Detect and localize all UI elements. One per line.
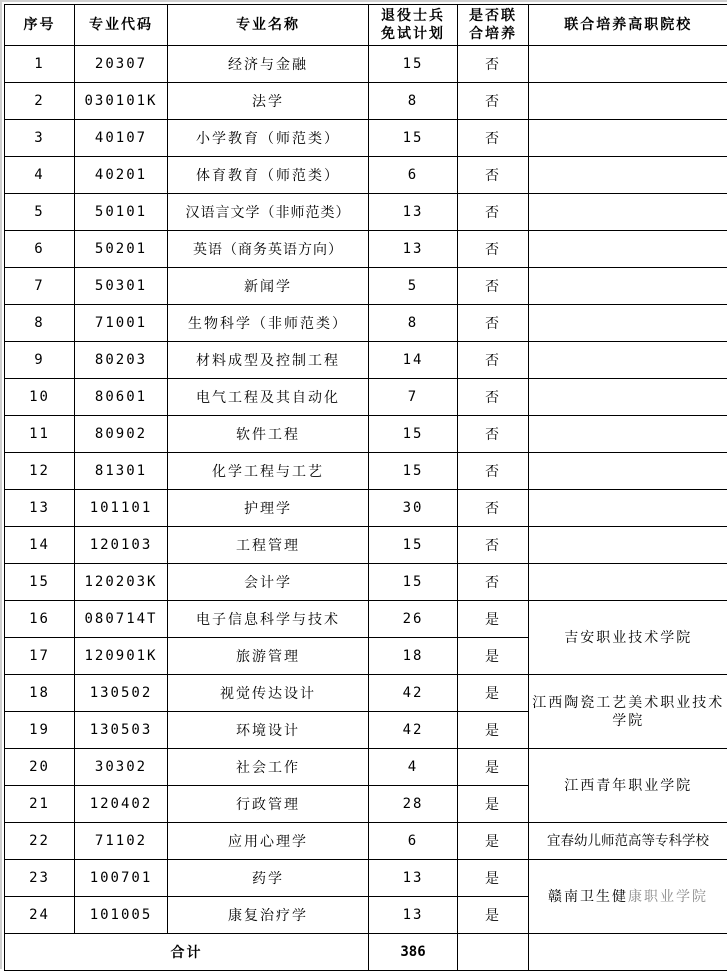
table-row (5, 46, 727, 83)
cell-joint: 是 (458, 712, 529, 749)
cell-joint: 否 (458, 46, 529, 83)
cell-plan: 13 (369, 231, 458, 268)
table-row (5, 342, 727, 379)
enrollment-plan-table (4, 4, 727, 971)
cell-plan: 8 (369, 305, 458, 342)
cell-college (529, 46, 727, 83)
cell-college (529, 527, 727, 564)
table-row (5, 675, 727, 712)
cell-name: 工程管理 (168, 527, 369, 564)
cell-index: 13 (5, 490, 75, 527)
cell-college (529, 416, 727, 453)
cell-plan: 5 (369, 268, 458, 305)
cell-index: 18 (5, 675, 75, 712)
cell-code: 120103 (75, 527, 168, 564)
table-row (5, 231, 727, 268)
cell-plan: 15 (369, 120, 458, 157)
cell-plan: 15 (369, 527, 458, 564)
table-row (5, 83, 727, 120)
cell-code: 120901K (75, 638, 168, 675)
cell-plan: 13 (369, 897, 458, 934)
cell-joint: 否 (458, 490, 529, 527)
cell-joint: 是 (458, 601, 529, 638)
table-row (5, 157, 727, 194)
header-plan: 退役士兵免试计划 (369, 5, 458, 46)
table-row (5, 268, 727, 305)
header-code: 专业代码 (75, 5, 168, 46)
cell-college (529, 305, 727, 342)
table-row (5, 490, 727, 527)
college-gannan-part1: 赣南卫生健 (548, 889, 628, 905)
cell-joint: 是 (458, 749, 529, 786)
cell-joint: 否 (458, 268, 529, 305)
cell-joint: 是 (458, 897, 529, 934)
cell-index: 23 (5, 860, 75, 897)
cell-code: 120203K (75, 564, 168, 601)
cell-name: 小学教育（师范类） (168, 120, 369, 157)
cell-joint: 否 (458, 157, 529, 194)
cell-index: 11 (5, 416, 75, 453)
cell-plan: 7 (369, 379, 458, 416)
cell-joint: 否 (458, 194, 529, 231)
cell-college (529, 379, 727, 416)
cell-plan: 42 (369, 712, 458, 749)
cell-college (529, 231, 727, 268)
cell-joint: 否 (458, 416, 529, 453)
cell-name: 药学 (168, 860, 369, 897)
cell-joint: 否 (458, 453, 529, 490)
cell-plan: 8 (369, 83, 458, 120)
cell-name: 化学工程与工艺 (168, 453, 369, 490)
cell-code: 50201 (75, 231, 168, 268)
cell-college (529, 342, 727, 379)
cell-plan: 13 (369, 194, 458, 231)
table-row (5, 416, 727, 453)
header-joint: 是否联合培养 (458, 5, 529, 46)
cell-name: 生物科学（非师范类） (168, 305, 369, 342)
cell-plan: 6 (369, 157, 458, 194)
cell-index: 22 (5, 823, 75, 860)
cell-name: 软件工程 (168, 416, 369, 453)
cell-joint: 否 (458, 231, 529, 268)
cell-college-ji-an: 吉安职业技术学院 (529, 601, 727, 675)
cell-code: 101005 (75, 897, 168, 934)
cell-code: 130502 (75, 675, 168, 712)
cell-index: 17 (5, 638, 75, 675)
cell-college (529, 453, 727, 490)
cell-index: 8 (5, 305, 75, 342)
cell-name: 应用心理学 (168, 823, 369, 860)
cell-college-youth: 江西青年职业学院 (529, 749, 727, 823)
cell-name: 电气工程及其自动化 (168, 379, 369, 416)
cell-index: 10 (5, 379, 75, 416)
cell-name: 英语（商务英语方向） (168, 231, 369, 268)
cell-joint: 否 (458, 379, 529, 416)
total-row (5, 934, 727, 971)
cell-code: 030101K (75, 83, 168, 120)
total-plan: 386 (369, 934, 458, 971)
cell-code: 80601 (75, 379, 168, 416)
cell-code: 71102 (75, 823, 168, 860)
table-row (5, 194, 727, 231)
table-row (5, 453, 727, 490)
cell-index: 3 (5, 120, 75, 157)
cell-code: 80902 (75, 416, 168, 453)
cell-plan: 15 (369, 564, 458, 601)
cell-name: 会计学 (168, 564, 369, 601)
cell-name: 康复治疗学 (168, 897, 369, 934)
cell-index: 9 (5, 342, 75, 379)
cell-plan: 30 (369, 490, 458, 527)
cell-joint: 否 (458, 305, 529, 342)
cell-code: 100701 (75, 860, 168, 897)
cell-plan: 13 (369, 860, 458, 897)
cell-plan: 15 (369, 46, 458, 83)
cell-code: 40107 (75, 120, 168, 157)
cell-code: 81301 (75, 453, 168, 490)
cell-index: 16 (5, 601, 75, 638)
header-index: 序号 (5, 5, 75, 46)
cell-plan: 42 (369, 675, 458, 712)
cell-index: 5 (5, 194, 75, 231)
cell-index: 20 (5, 749, 75, 786)
cell-index: 4 (5, 157, 75, 194)
cell-name: 行政管理 (168, 786, 369, 823)
cell-name: 法学 (168, 83, 369, 120)
cell-plan: 14 (369, 342, 458, 379)
cell-joint: 是 (458, 675, 529, 712)
cell-code: 50101 (75, 194, 168, 231)
total-label: 合计 (5, 934, 369, 971)
table-row (5, 601, 727, 638)
cell-index: 1 (5, 46, 75, 83)
cell-plan: 6 (369, 823, 458, 860)
cell-joint: 是 (458, 823, 529, 860)
header-college: 联合培养高职院校 (529, 5, 727, 46)
cell-joint: 否 (458, 564, 529, 601)
header-name: 专业名称 (168, 5, 369, 46)
total-college-empty (529, 934, 727, 971)
cell-plan: 26 (369, 601, 458, 638)
cell-plan: 4 (369, 749, 458, 786)
cell-index: 19 (5, 712, 75, 749)
cell-name: 电子信息科学与技术 (168, 601, 369, 638)
table-row (5, 379, 727, 416)
cell-college (529, 120, 727, 157)
cell-index: 21 (5, 786, 75, 823)
cell-index: 12 (5, 453, 75, 490)
cell-index: 6 (5, 231, 75, 268)
cell-joint: 否 (458, 120, 529, 157)
cell-code: 71001 (75, 305, 168, 342)
cell-plan: 28 (369, 786, 458, 823)
cell-college (529, 268, 727, 305)
cell-college-gannan (529, 860, 727, 934)
cell-name: 体育教育（师范类） (168, 157, 369, 194)
cell-code: 120402 (75, 786, 168, 823)
cell-college-ceramics: 江西陶瓷工艺美术职业技术学院 (529, 675, 727, 749)
total-joint-empty (458, 934, 529, 971)
college-gannan-part2: 康职业学院 (628, 889, 708, 905)
table-row (5, 120, 727, 157)
cell-code: 101101 (75, 490, 168, 527)
cell-code: 50301 (75, 268, 168, 305)
cell-code: 40201 (75, 157, 168, 194)
cell-name: 材料成型及控制工程 (168, 342, 369, 379)
cell-name: 环境设计 (168, 712, 369, 749)
cell-index: 15 (5, 564, 75, 601)
cell-college (529, 83, 727, 120)
cell-college (529, 157, 727, 194)
cell-name: 汉语言文学（非师范类） (168, 194, 369, 231)
cell-joint: 否 (458, 83, 529, 120)
cell-joint: 是 (458, 860, 529, 897)
cell-name: 视觉传达设计 (168, 675, 369, 712)
cell-joint: 否 (458, 342, 529, 379)
cell-joint: 是 (458, 638, 529, 675)
cell-code: 080714T (75, 601, 168, 638)
cell-college (529, 194, 727, 231)
cell-name: 护理学 (168, 490, 369, 527)
cell-plan: 15 (369, 453, 458, 490)
cell-plan: 15 (369, 416, 458, 453)
cell-code: 80203 (75, 342, 168, 379)
table-row (5, 860, 727, 897)
cell-code: 30302 (75, 749, 168, 786)
table-row (5, 564, 727, 601)
table-row (5, 823, 727, 860)
header-row (5, 5, 727, 46)
cell-code: 130503 (75, 712, 168, 749)
cell-college-yichun: 宜春幼儿师范高等专科学校 (529, 823, 727, 860)
cell-college (529, 490, 727, 527)
table-row (5, 527, 727, 564)
cell-index: 7 (5, 268, 75, 305)
cell-index: 24 (5, 897, 75, 934)
cell-joint: 是 (458, 786, 529, 823)
cell-name: 社会工作 (168, 749, 369, 786)
cell-name: 经济与金融 (168, 46, 369, 83)
cell-joint: 否 (458, 527, 529, 564)
cell-plan: 18 (369, 638, 458, 675)
table-row (5, 749, 727, 786)
cell-college (529, 564, 727, 601)
cell-name: 旅游管理 (168, 638, 369, 675)
cell-code: 20307 (75, 46, 168, 83)
cell-index: 2 (5, 83, 75, 120)
cell-name: 新闻学 (168, 268, 369, 305)
cell-index: 14 (5, 527, 75, 564)
table-row (5, 305, 727, 342)
